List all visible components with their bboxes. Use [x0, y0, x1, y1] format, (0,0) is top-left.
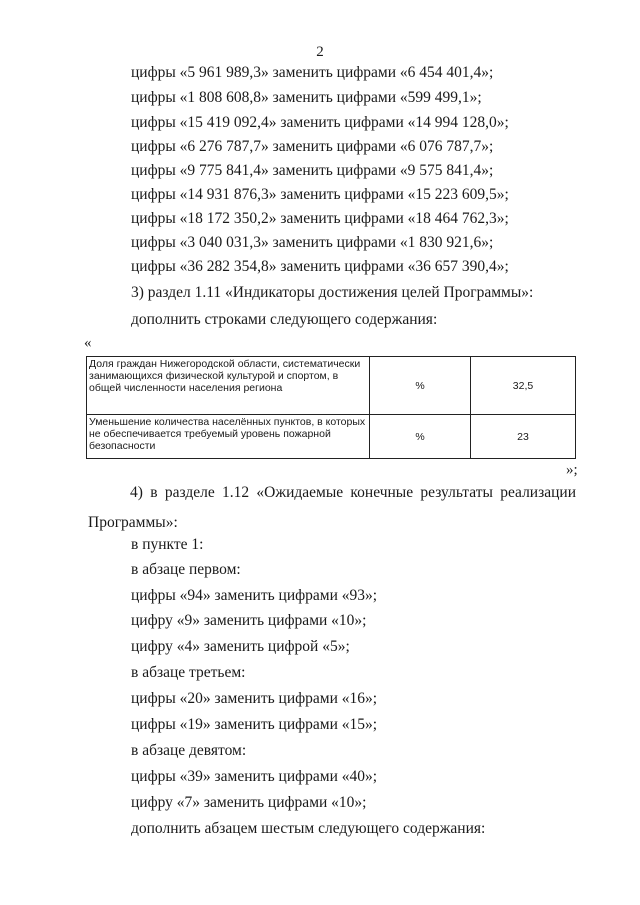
block2-line: дополнить абзацем шестым следующего содержания:	[131, 820, 486, 837]
block2-line: в абзаце девятом:	[131, 742, 247, 759]
replacement-line: цифры «18 172 350,2» заменить цифрами «18 464 762,3»;	[131, 210, 509, 227]
indicator-name: Уменьшение количества населённых пунктов, в которых не обеспечивается требуемый уровень пожарной безопасности	[87, 415, 370, 459]
replacement-line: цифры «9 775 841,4» заменить цифрами «9 575 841,4»;	[131, 162, 494, 179]
page-number: 2	[316, 44, 324, 60]
block2-line: цифры «19» заменить цифрами «15»;	[131, 716, 378, 733]
replacement-line: цифры «15 419 092,4» заменить цифрами «14 994 128,0»;	[131, 114, 509, 131]
table-row	[87, 415, 576, 459]
indicator-value: 32,5	[471, 357, 576, 415]
section3-heading: 3) раздел 1.11 «Индикаторы достижения целей Программы»:	[131, 284, 534, 301]
replacement-line: цифры «6 276 787,7» заменить цифрами «6 076 787,7»;	[131, 138, 494, 155]
block2-line: в пункте 1:	[131, 536, 204, 553]
block2-line: цифры «20» заменить цифрами «16»;	[131, 690, 378, 707]
block2-line: цифру «9» заменить цифрами «10»;	[131, 612, 367, 629]
replacement-line: цифры «36 282 354,8» заменить цифрами «36 657 390,4»;	[131, 258, 509, 275]
block2-line: в абзаце третьем:	[131, 664, 246, 681]
block2-line: цифру «7» заменить цифрами «10»;	[131, 794, 367, 811]
indicator-value: 23	[471, 415, 576, 459]
table-row	[87, 357, 576, 415]
section3-intro: дополнить строками следующего содержания:	[131, 311, 438, 328]
indicators-table	[86, 356, 576, 459]
block2-line: цифры «39» заменить цифрами «40»;	[131, 768, 378, 785]
quote-close: »;	[566, 462, 578, 478]
indicator-unit: %	[370, 415, 471, 459]
block2-line: цифры «94» заменить цифрами «93»;	[131, 587, 378, 604]
indicator-unit: %	[370, 357, 471, 415]
section4-line2: Программы»:	[88, 514, 178, 531]
indicator-name: Доля граждан Нижегородской области, систематически занимающихся физической культурой и спортом, в общей численности населения региона	[87, 357, 370, 415]
section4-line1: 4) в разделе 1.12 «Ожидаемые конечные результаты реализации	[130, 484, 576, 501]
replacement-line: цифры «3 040 031,3» заменить цифрами «1 830 921,6»;	[131, 234, 494, 251]
replacement-line: цифры «1 808 608,8» заменить цифрами «599 499,1»;	[131, 89, 482, 106]
replacement-line: цифры «14 931 876,3» заменить цифрами «15 223 609,5»;	[131, 186, 509, 203]
replacement-line: цифры «5 961 989,3» заменить цифрами «6 454 401,4»;	[131, 64, 494, 81]
block2-line: цифру «4» заменить цифрой «5»;	[131, 638, 350, 655]
quote-open: «	[84, 335, 92, 351]
block2-line: в абзаце первом:	[131, 561, 241, 578]
section4-paragraph	[88, 478, 576, 538]
